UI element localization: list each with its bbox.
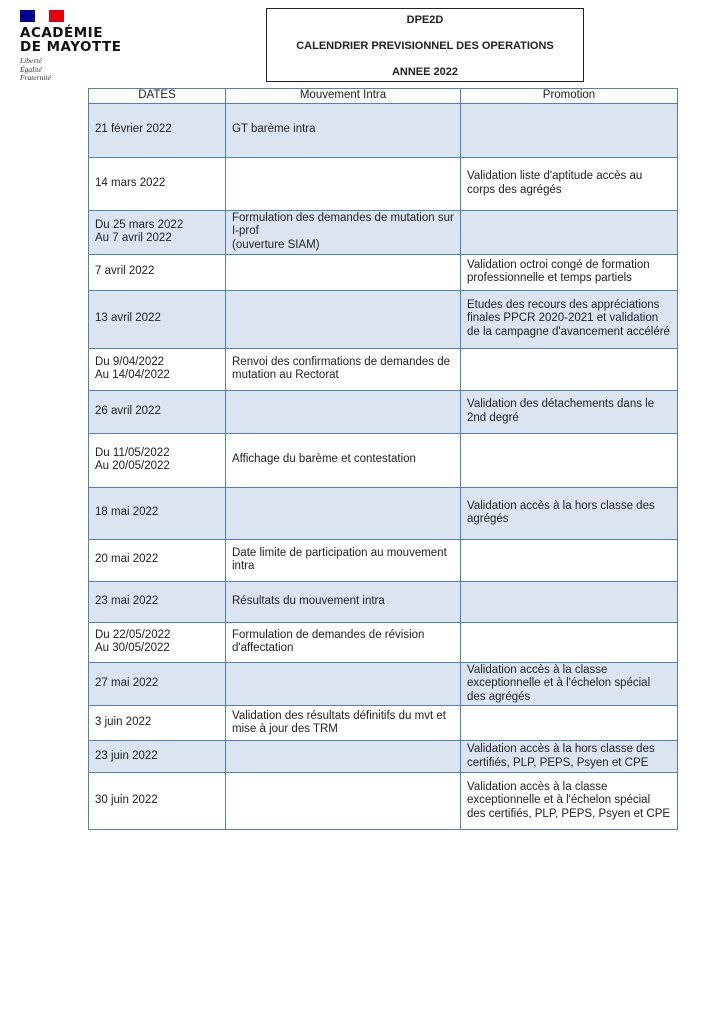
cell-date: 23 mai 2022 <box>89 581 226 622</box>
cell-date: Du 25 mars 2022 Au 7 avril 2022 <box>89 210 226 254</box>
table-row <box>89 539 678 581</box>
cell-date: 30 juin 2022 <box>89 773 226 830</box>
cell-mouvement: Date limite de participation au mouvement intra <box>226 539 461 581</box>
table-row <box>89 210 678 254</box>
table-row <box>89 390 678 433</box>
cell-date: 3 juin 2022 <box>89 706 226 741</box>
cell-mouvement <box>226 741 461 773</box>
cell-mouvement <box>226 487 461 539</box>
cell-promotion <box>461 348 678 390</box>
table-row <box>89 581 678 622</box>
cell-mouvement <box>226 662 461 706</box>
cell-mouvement: Affichage du barème et contestation <box>226 433 461 487</box>
cell-mouvement: Formulation de demandes de révision d'affectation <box>226 622 461 662</box>
table-row <box>89 157 678 210</box>
table-row <box>89 254 678 290</box>
header-promotion: Promotion <box>461 89 678 104</box>
cell-promotion <box>461 103 678 157</box>
header-mouvement: Mouvement Intra <box>226 89 461 104</box>
cell-date: 14 mars 2022 <box>89 157 226 210</box>
cell-mouvement: Validation des résultats définitifs du mvt et mise à jour des TRM <box>226 706 461 741</box>
cell-promotion <box>461 706 678 741</box>
cell-promotion: Validation liste d'aptitude accès au corps des agrégés <box>461 157 678 210</box>
table-row <box>89 773 678 830</box>
cell-promotion <box>461 581 678 622</box>
cell-mouvement: Formulation des demandes de mutation sur I-prof (ouverture SIAM) <box>226 210 461 254</box>
table-row <box>89 622 678 662</box>
cell-date: 18 mai 2022 <box>89 487 226 539</box>
title-main: CALENDRIER PREVISIONNEL DES OPERATIONS <box>296 40 554 52</box>
table-row <box>89 662 678 706</box>
cell-promotion: Validation accès à la hors classe des certifiés, PLP, PEPS, Psyen et CPE <box>461 741 678 773</box>
calendar-table <box>88 88 678 830</box>
cell-promotion: Validation octroi congé de formation professionnelle et temps partiels <box>461 254 678 290</box>
cell-mouvement <box>226 254 461 290</box>
table-row <box>89 103 678 157</box>
cell-mouvement: Résultats du mouvement intra <box>226 581 461 622</box>
cell-date: 23 juin 2022 <box>89 741 226 773</box>
table-row <box>89 487 678 539</box>
marianne-flag-icon <box>20 10 64 22</box>
cell-date: 21 février 2022 <box>89 103 226 157</box>
cell-promotion <box>461 622 678 662</box>
table-row <box>89 433 678 487</box>
logo-name: ACADÉMIE DE MAYOTTE <box>20 25 122 55</box>
header-dates: DATES <box>89 89 226 104</box>
cell-date: 26 avril 2022 <box>89 390 226 433</box>
cell-date: 27 mai 2022 <box>89 662 226 706</box>
cell-mouvement: GT barème intra <box>226 103 461 157</box>
cell-date: Du 22/05/2022 Au 30/05/2022 <box>89 622 226 662</box>
title-year: ANNEE 2022 <box>391 66 459 78</box>
table-row <box>89 741 678 773</box>
cell-date: 13 avril 2022 <box>89 290 226 348</box>
cell-mouvement <box>226 157 461 210</box>
cell-promotion: Validation accès à la classe exceptionnelle et à l'échelon spécial des agrégés <box>461 662 678 706</box>
cell-promotion <box>461 210 678 254</box>
cell-date: 20 mai 2022 <box>89 539 226 581</box>
academie-logo <box>20 10 121 83</box>
table-row <box>89 348 678 390</box>
cell-promotion: Validation des détachements dans le 2nd degré <box>461 390 678 433</box>
cell-promotion <box>461 539 678 581</box>
cell-mouvement <box>226 290 461 348</box>
cell-mouvement: Renvoi des confirmations de demandes de mutation au Rectorat <box>226 348 461 390</box>
table-row <box>89 290 678 348</box>
cell-date: Du 11/05/2022 Au 20/05/2022 <box>89 433 226 487</box>
cell-promotion: Validation accès à la classe exceptionnelle et à l'échelon spécial des certifiés, PLP, PEPS, Psyen et CPE <box>461 773 678 830</box>
table-header <box>89 89 678 104</box>
cell-date: Du 9/04/2022 Au 14/04/2022 <box>89 348 226 390</box>
cell-mouvement <box>226 773 461 830</box>
logo-motto: Liberté Égalité Fraternité <box>20 56 51 82</box>
table-row <box>89 706 678 741</box>
cell-promotion: Etudes des recours des appréciations finales PPCR 2020-2021 et validation de la campagne d'avancement accéléré <box>461 290 678 348</box>
cell-mouvement <box>226 390 461 433</box>
title-service: DPE2D <box>406 14 444 26</box>
cell-promotion <box>461 433 678 487</box>
cell-promotion: Validation accès à la hors classe des agrégés <box>461 487 678 539</box>
title-box <box>266 8 584 82</box>
cell-date: 7 avril 2022 <box>89 254 226 290</box>
